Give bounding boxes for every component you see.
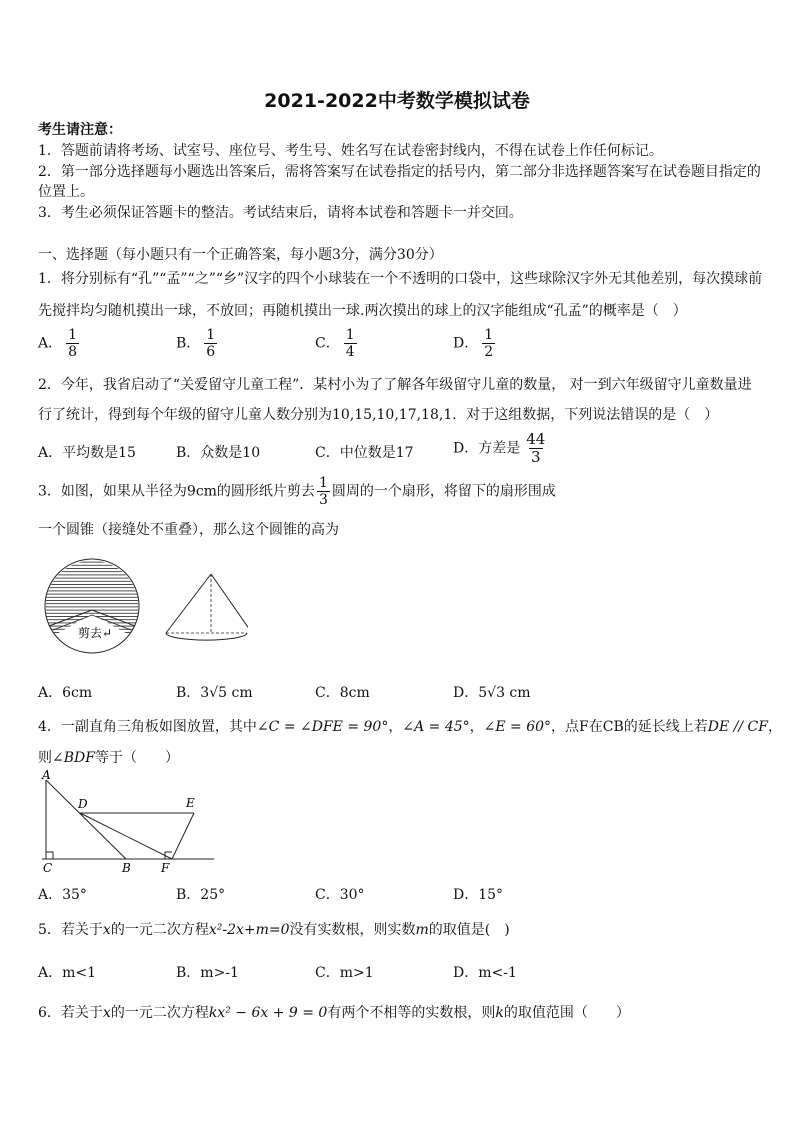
q1-option-c: C． $\frac{1}{4}$ [315, 327, 355, 360]
point-c-label: C [43, 861, 53, 875]
page-title: 2021-2022中考数学模拟试卷 [264, 90, 530, 112]
q3-stem-line1: 3．如图，如果从半径为9cm的圆形纸片剪去 $\frac{1}{3}$ 圆周的一个扇形，将留下的扇形围成 [38, 475, 556, 508]
q3-option-a: A．6cm [38, 685, 93, 701]
notice-item-2: 2．第一部分选择题每小题选出答案后，需将答案写在试卷指定的括号内，第二部分非选择题答案写在试卷题目指定的 [38, 164, 761, 180]
q5-option-b: B．m>-1 [176, 965, 239, 981]
q5-option-a: A．m<1 [38, 965, 97, 981]
q5-option-d: D．m<-1 [453, 965, 517, 981]
point-b-label: B [122, 861, 131, 875]
q4-stem-line2: 则∠BDF等于（ ） [38, 750, 179, 766]
point-e-label: E [186, 796, 195, 810]
q5-option-c: C．m>1 [315, 965, 374, 981]
cone-shape [166, 574, 248, 640]
notice-heading: 考生请注意： [38, 122, 122, 138]
q4-option-d: D．15° [453, 887, 504, 903]
point-d-label: D [78, 797, 88, 811]
q1-option-b: B． $\frac{1}{6}$ [176, 327, 216, 360]
q2-option-a: A．平均数是15 [38, 445, 136, 461]
q1-option-a: A． $\frac{1}{8}$ [38, 327, 78, 360]
q3-stem-line2: 一个圆锥（接缝处不重叠），那么这个圆锥的高为 [38, 522, 339, 538]
q4-option-a: A．35° [38, 887, 87, 903]
q2-stem-line1: 2．今年，我省启动了“关爱留守儿童工程”．某村小为了了解各年级留守儿童的数量， 对一到六年级留守儿童数量进 [38, 377, 752, 393]
q5-stem: 5．若关于x的一元二次方程x²-2x+m=0没有实数根，则实数m的取值是( ) [38, 922, 510, 938]
q4-figure [38, 768, 218, 878]
triangle-shape [42, 780, 214, 859]
point-f-label: F [161, 861, 170, 875]
q4-option-b: B．25° [176, 887, 226, 903]
q1-option-d: D． $\frac{1}{2}$ [453, 327, 494, 360]
q2-option-b: B．众数是10 [176, 445, 261, 461]
q2-option-c: C．中位数是17 [315, 445, 414, 461]
q3-option-d: D．5√3 cm [453, 685, 531, 701]
notice-item-1: 1．答题前请将考场、试室号、座位号、考生号、姓名写在试卷密封线内，不得在试卷上作任何标记。 [38, 143, 663, 159]
q4-stem-line1: 4．一副直角三角板如图放置，其中∠C = ∠DFE = 90°，∠A = 45°，∠E = 60°，点F在CB的延长线上若DE // CF， [38, 719, 782, 735]
q2-stem-line2: 行了统计，得到每个年级的留守儿童人数分别为10,15,10,17,18,1．对于这组数据，下列说法错误的是（ ） [38, 407, 719, 423]
notice-item-2-cont: 位置上。 [38, 184, 94, 200]
cut-label: 剪去↵ [78, 626, 113, 640]
q6-stem: 6．若关于x的一元二次方程kx² − 6x + 9 = 0有两个不相等的实数根，则k的取值范围（ ） [38, 1005, 630, 1021]
q3-option-b: B．3√5 cm [176, 685, 253, 701]
section-heading: 一、选择题（每小题只有一个正确答案，每小题3分，满分30分） [38, 247, 443, 263]
notice-item-3: 3．考生必须保证答题卡的整洁。考试结束后，请将本试卷和答题卡一并交回。 [38, 205, 523, 221]
q1-stem-line2: 先搅拌均匀随机摸出一球，不放回；再随机摸出一球.两次摸出的球上的汉字能组成“孔孟”的概率是（ ） [38, 303, 687, 319]
q4-option-c: C．30° [315, 887, 365, 903]
q1-stem-line1: 1．将分别标有“孔”“孟”“之”“乡”汉字的四个小球装在一个不透明的口袋中，这些球除汉字外无其他差别，每次摸球前 [38, 271, 763, 287]
point-a-label: A [42, 768, 51, 782]
q3-option-c: C．8cm [315, 685, 370, 701]
q2-option-d: D．方差是 $\frac{44}{3}$ [453, 430, 546, 466]
q3-figure [38, 552, 248, 664]
